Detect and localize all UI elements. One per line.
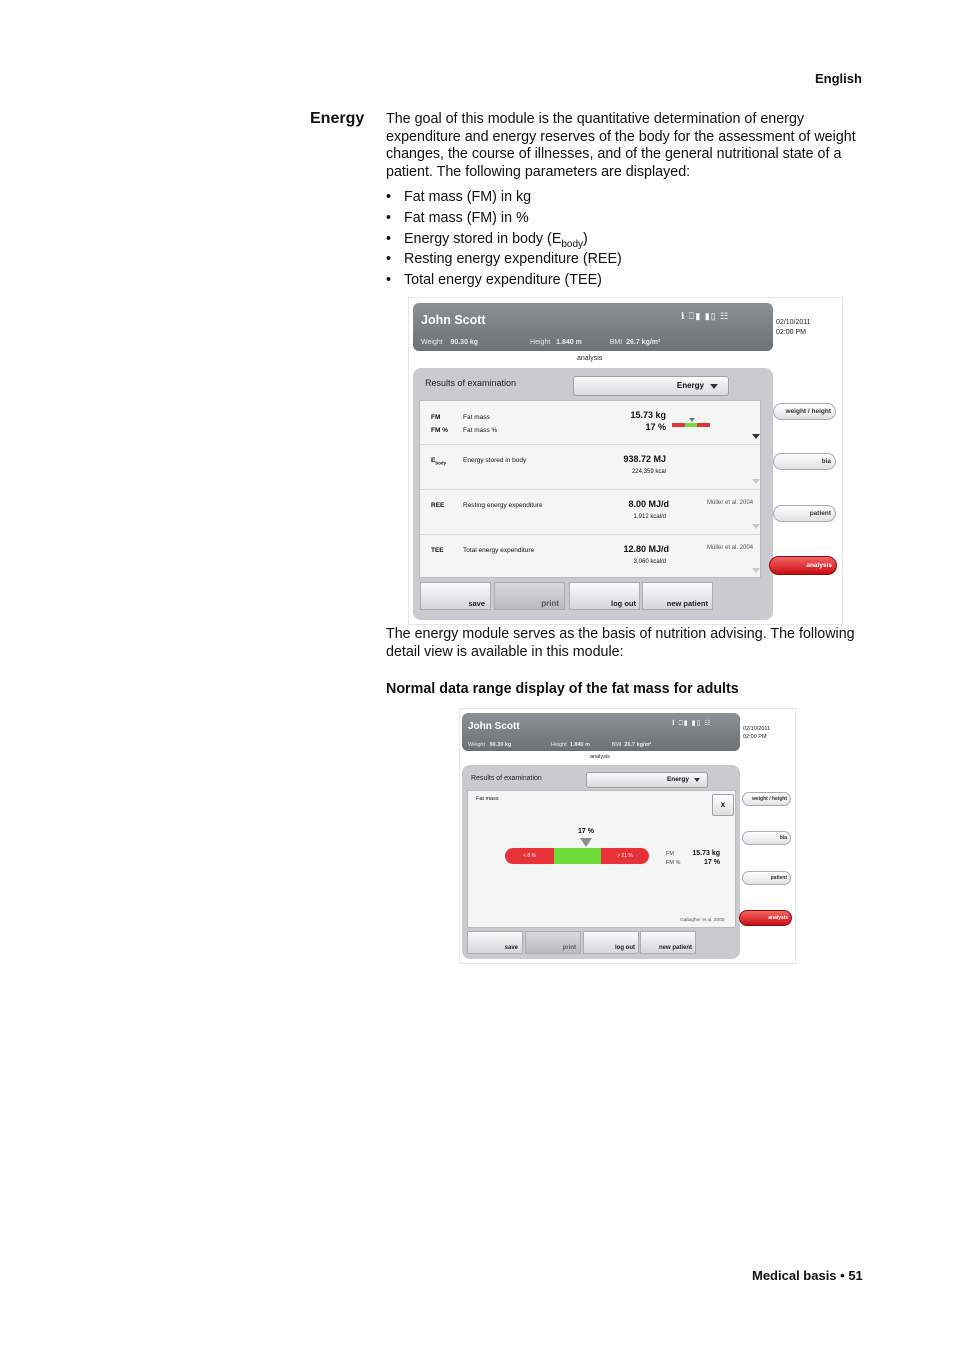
breadcrumb: analysis xyxy=(577,355,603,362)
high-range: > 21 % xyxy=(601,848,649,864)
list-item: • Total energy expenditure (TEE) xyxy=(386,272,602,289)
table-row: FM FM % Fat mass Fat mass % 15.73 kg 17 % xyxy=(420,401,760,444)
bia-button[interactable]: bia xyxy=(773,453,836,470)
results-panel xyxy=(462,765,740,959)
patient-header xyxy=(462,713,740,751)
module-dropdown[interactable]: Energy xyxy=(573,376,729,396)
chevron-down-icon xyxy=(694,778,700,782)
detail-subheading: Normal data range display of the fat mass for adults xyxy=(386,681,739,697)
expand-icon[interactable] xyxy=(752,524,760,529)
results-title: Results of examination xyxy=(425,378,517,388)
list-item: • Fat mass (FM) in kg xyxy=(386,189,532,205)
table-row: TEE Total energy expenditure 12.80 MJ/d 3,060 kcal/d Müller et al. 2004 xyxy=(420,534,760,578)
low-range: < 8 % xyxy=(505,848,554,864)
analysis-button[interactable]: analysis xyxy=(739,910,792,926)
page-footer: Medical basis • 51 xyxy=(752,1268,863,1283)
list-item: • Fat mass (FM) in % xyxy=(386,209,529,226)
list-item: • Resting energy expenditure (REE) xyxy=(386,251,622,268)
fat-mass-range-bar xyxy=(505,848,649,864)
results-table xyxy=(419,400,761,578)
patient-header xyxy=(413,303,773,351)
expand-icon[interactable] xyxy=(752,568,760,573)
measurement-values: 15.73 kg 17 % xyxy=(692,850,720,866)
new-patient-button[interactable]: new patient xyxy=(642,582,713,610)
log-out-button[interactable]: log out xyxy=(583,931,639,954)
expand-icon[interactable] xyxy=(752,479,760,484)
detail-title: Fat mass xyxy=(476,796,499,802)
datetime: 02/10/2011 02:00 PM xyxy=(743,726,771,740)
measurement-labels: FM FM % xyxy=(666,851,681,866)
patient-measurements: Weight 90.30 kg Height 1.840 m BMI 26.7 kg/m² xyxy=(468,742,652,748)
bia-button[interactable]: bia xyxy=(742,831,791,845)
list-item: • Energy stored in body $(E_{body})$ xyxy=(386,230,588,250)
datetime: 02/10/2011 02:00 PM xyxy=(776,319,811,336)
patient-button[interactable]: patient xyxy=(742,871,791,885)
module-dropdown[interactable]: Energy xyxy=(586,772,708,788)
fat-mass-detail-view xyxy=(467,790,736,928)
weight-height-button[interactable]: weight / height xyxy=(773,403,836,420)
module-paragraph: The energy module serves as the basis of nutrition advising. The following detail view is available in this module: xyxy=(386,626,855,660)
chevron-down-icon xyxy=(710,384,718,389)
status-icons: ℹ ⎕▮ ▮▯ ☷ xyxy=(672,720,712,727)
language-label: English xyxy=(815,71,862,86)
new-patient-button[interactable]: new patient xyxy=(640,931,696,954)
patient-name: John Scott xyxy=(421,313,486,327)
table-row: $E_{body}$ Energy stored in body 938.72 MJ 224,359 kcal xyxy=(420,444,760,490)
intro-paragraph: The goal of this module is the quantitative determination of energy expenditure and energy reserves of the body for the assessment of weight changes, the course of illnesses, and of the general nutritional state of a patient. The following parameters are displayed: xyxy=(386,111,856,180)
fat-mass-detail-screenshot xyxy=(459,708,796,964)
analysis-button[interactable]: analysis xyxy=(769,556,837,575)
table-row: REE Resting energy expenditure 8.00 MJ/d 1,912 kcal/d Müller et al. 2004 xyxy=(420,489,760,535)
patient-measurements: Weight 90.30 kg Height 1.840 m BMI 26.7 kg/m² xyxy=(421,339,661,346)
print-button[interactable]: print xyxy=(525,931,581,954)
parameter-list xyxy=(386,187,622,291)
results-title: Results of examination xyxy=(471,775,542,782)
save-button[interactable]: save xyxy=(420,582,491,610)
weight-height-button[interactable]: weight / height xyxy=(742,792,791,806)
reference-note: Gallagher et al. 2000 xyxy=(680,918,725,923)
marker-icon xyxy=(580,838,592,847)
fat-mass-mini-bar xyxy=(672,423,710,427)
marker-label: 17 % xyxy=(578,828,594,835)
energy-screenshot xyxy=(408,297,843,625)
log-out-button[interactable]: log out xyxy=(569,582,640,610)
breadcrumb: analysis xyxy=(590,754,610,760)
normal-range xyxy=(554,848,601,864)
expand-icon[interactable] xyxy=(752,434,760,439)
patient-button[interactable]: patient xyxy=(773,505,836,522)
marker-icon xyxy=(689,418,695,422)
section-title: Energy xyxy=(310,110,365,127)
status-icons: ℹ ⎕▮ ▮▯ ☷ xyxy=(681,311,730,321)
close-icon[interactable]: x xyxy=(712,794,734,816)
print-button[interactable]: print xyxy=(494,582,565,610)
results-panel xyxy=(413,368,773,620)
patient-name: John Scott xyxy=(468,721,520,732)
save-button[interactable]: save xyxy=(467,931,523,954)
